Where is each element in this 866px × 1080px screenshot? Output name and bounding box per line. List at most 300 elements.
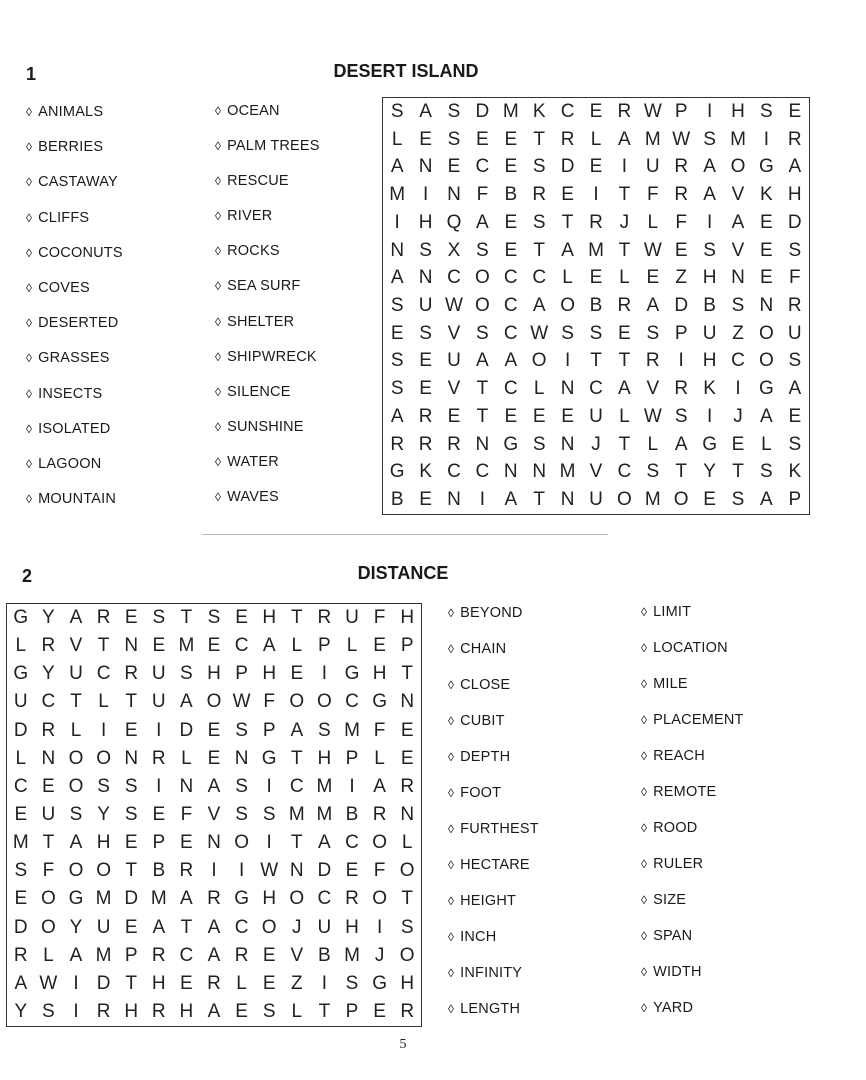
grid-letter: E	[703, 489, 716, 511]
grid-letter: M	[559, 461, 576, 483]
grid-letter: E	[373, 1000, 386, 1022]
word-label: ROCKS	[227, 243, 280, 260]
word-label: YARD	[653, 1000, 694, 1016]
grid-letter: I	[211, 860, 217, 882]
grid-letter: I	[156, 775, 162, 797]
grid-letter: U	[151, 663, 166, 685]
grid-letter: G	[68, 888, 84, 910]
grid-letter: E	[447, 156, 461, 178]
grid-letter: T	[618, 239, 631, 261]
word-label: REACH	[653, 748, 705, 764]
word-list-item	[215, 278, 320, 313]
grid-letter: F	[646, 184, 659, 206]
grid-letter: C	[589, 378, 603, 400]
grid-letter: D	[674, 294, 689, 316]
word-label: SHIPWRECK	[227, 348, 317, 365]
grid-letter: C	[345, 691, 359, 713]
grid-letter: U	[418, 294, 433, 316]
word-list-item	[448, 1001, 539, 1037]
word-list-item	[641, 928, 744, 964]
grid-letter: C	[503, 294, 518, 316]
grid-letter: G	[372, 691, 387, 713]
word-list-item	[26, 280, 123, 315]
grid-letter: I	[321, 663, 328, 685]
grid-letter: A	[703, 184, 716, 206]
grid-letter: S	[532, 156, 546, 178]
grid-letter: G	[234, 888, 249, 910]
word-list-item	[215, 208, 320, 243]
grid-letter: S	[760, 100, 773, 122]
grid-letter: R	[674, 156, 689, 178]
word-label: DEPTH	[460, 749, 511, 765]
diamond-icon: ◊	[215, 314, 222, 329]
word-label: CASTAWAY	[38, 174, 118, 191]
word-label: SHELTER	[227, 313, 295, 330]
grid-letter: D	[787, 211, 802, 233]
grid-letter: L	[70, 719, 82, 741]
grid-letter: V	[290, 944, 304, 966]
word-list-item	[448, 929, 539, 965]
grid-letter: W	[260, 860, 279, 882]
grid-letter: R	[787, 294, 802, 316]
grid-letter: I	[73, 1000, 79, 1022]
grid-letter: J	[591, 433, 601, 455]
grid-letter: C	[234, 916, 249, 938]
word-list-item	[448, 821, 539, 857]
grid-letter: J	[292, 916, 302, 938]
grid-letter: P	[345, 747, 359, 769]
grid-letter: C	[234, 635, 249, 657]
diamond-icon: ◊	[215, 279, 222, 294]
word-list-item	[641, 964, 744, 1000]
grid-letter: T	[476, 378, 489, 400]
grid-letter: M	[389, 184, 406, 206]
grid-letter: G	[503, 433, 519, 455]
grid-letter: E	[419, 489, 432, 511]
grid-letter: A	[561, 239, 574, 261]
grid-letter: O	[759, 350, 774, 372]
grid-letter: S	[703, 239, 716, 261]
word-list-item	[215, 384, 320, 419]
word-list-item	[641, 676, 744, 712]
diamond-icon: ◊	[215, 174, 222, 189]
grid-letter: A	[618, 378, 631, 400]
grid-letter: P	[235, 663, 248, 685]
grid-letter: E	[235, 1000, 248, 1022]
grid-letter: C	[560, 100, 575, 122]
grid-letter: S	[390, 294, 404, 316]
word-list-item	[215, 454, 320, 489]
grid-letter: L	[647, 433, 659, 455]
grid-letter: C	[13, 775, 28, 797]
grid-letter: I	[73, 972, 79, 994]
grid-letter: M	[95, 888, 112, 910]
diamond-icon: ◊	[215, 244, 222, 259]
grid-letter: T	[125, 860, 137, 882]
grid-letter: W	[643, 239, 662, 261]
grid-letter: S	[207, 607, 221, 629]
grid-letter: W	[672, 128, 691, 150]
grid-letter: S	[390, 100, 404, 122]
grid-letter: R	[124, 663, 139, 685]
diamond-icon: ◊	[641, 1001, 648, 1015]
word-label: MILE	[653, 676, 688, 692]
word-list-item	[641, 856, 744, 892]
diamond-icon: ◊	[26, 386, 33, 401]
grid-letter: Y	[42, 607, 55, 629]
grid-letter: S	[419, 239, 432, 261]
word-label: RESCUE	[227, 173, 289, 190]
grid-letter: T	[180, 607, 193, 629]
diamond-icon: ◊	[26, 421, 33, 436]
grid-letter: V	[447, 322, 461, 344]
word-label: INSECTS	[38, 385, 103, 402]
word-label: DESERTED	[38, 315, 119, 332]
word-list-item	[26, 350, 123, 385]
grid-letter: T	[180, 916, 193, 938]
diamond-icon: ◊	[215, 104, 222, 118]
grid-letter: T	[318, 1000, 331, 1022]
grid-letter: E	[152, 635, 166, 657]
grid-letter: F	[373, 719, 386, 741]
grid-letter: X	[447, 239, 461, 261]
word-label: LAGOON	[38, 455, 102, 472]
grid-letter: I	[266, 832, 272, 854]
grid-letter: U	[645, 156, 660, 178]
grid-letter: V	[731, 239, 745, 261]
grid-letter: I	[593, 184, 599, 206]
grid-letter: N	[234, 747, 249, 769]
diamond-icon: ◊	[641, 713, 648, 727]
grid-letter: M	[316, 803, 333, 825]
grid-letter: E	[760, 239, 773, 261]
word-list-item	[215, 419, 320, 454]
grid-letter: B	[318, 944, 331, 966]
grid-letter: D	[13, 719, 28, 741]
diamond-icon: ◊	[26, 105, 33, 119]
grid-letter: A	[390, 156, 404, 178]
grid-letter: C	[96, 663, 111, 685]
grid-letter: N	[418, 156, 433, 178]
grid-letter: E	[589, 267, 603, 289]
grid-letter: O	[41, 916, 56, 938]
grid-letter: E	[400, 747, 414, 769]
word-label: SPAN	[653, 928, 693, 944]
grid-letter: E	[124, 607, 138, 629]
grid-letter: E	[419, 128, 432, 150]
grid-letter: C	[41, 691, 56, 713]
word-label: SILENCE	[227, 383, 291, 400]
grid-letter: N	[390, 239, 405, 261]
grid-letter: W	[643, 100, 662, 122]
grid-letter: N	[124, 747, 139, 769]
grid-letter: L	[291, 635, 303, 657]
grid-letter: F	[263, 691, 275, 713]
grid-letter: Y	[703, 461, 716, 483]
grid-letter: A	[674, 433, 688, 455]
grid-letter: T	[476, 405, 489, 427]
grid-letter: R	[589, 211, 603, 233]
grid-letter: H	[702, 350, 717, 372]
word-label: PALM TREES	[227, 138, 320, 155]
grid-letter: C	[532, 267, 547, 289]
grid-letter: A	[69, 607, 83, 629]
grid-letter: K	[760, 184, 773, 206]
grid-letter: W	[530, 322, 549, 344]
grid-letter: A	[788, 156, 802, 178]
grid-letter: R	[317, 607, 332, 629]
grid-letter: M	[344, 944, 360, 966]
grid-letter: R	[151, 944, 166, 966]
puzzle-2-title: DISTANCE	[357, 563, 449, 583]
puzzle-2-word-list-right	[641, 604, 744, 1036]
word-list-item	[641, 784, 744, 820]
grid-letter: O	[372, 832, 387, 854]
grid-letter: L	[15, 747, 27, 769]
grid-letter: E	[345, 860, 359, 882]
grid-letter: C	[345, 832, 359, 854]
grid-letter: S	[447, 128, 461, 150]
grid-letter: U	[345, 607, 359, 629]
grid-letter: R	[41, 635, 56, 657]
grid-letter: B	[504, 184, 518, 206]
grid-letter: L	[391, 128, 403, 150]
grid-letter: I	[422, 184, 429, 206]
grid-letter: A	[262, 635, 276, 657]
grid-letter: F	[373, 607, 386, 629]
word-label: SIZE	[653, 892, 687, 908]
grid-letter: Z	[732, 322, 744, 344]
grid-letter: B	[589, 294, 603, 316]
grid-letter: Y	[42, 663, 55, 685]
grid-letter: I	[564, 350, 571, 372]
word-list-item	[448, 677, 539, 713]
grid-letter: L	[619, 267, 630, 289]
word-list-item	[26, 386, 123, 421]
word-list-item	[641, 1000, 744, 1036]
grid-letter: E	[180, 832, 193, 854]
grid-letter: L	[619, 405, 630, 427]
grid-letter: E	[788, 405, 802, 427]
grid-letter: S	[180, 663, 193, 685]
grid-letter: G	[13, 663, 29, 685]
grid-letter: H	[317, 747, 332, 769]
word-list-item	[26, 315, 123, 350]
grid-letter: H	[372, 663, 387, 685]
grid-letter: R	[207, 888, 221, 910]
grid-letter: P	[345, 1000, 359, 1022]
puzzle-1-title: DESERT ISLAND	[333, 61, 479, 81]
grid-letter: L	[236, 972, 247, 994]
grid-letter: M	[502, 100, 519, 122]
grid-letter: F	[476, 184, 489, 206]
grid-letter: F	[788, 267, 801, 289]
diamond-icon: ◊	[26, 245, 33, 260]
grid-letter: F	[373, 860, 386, 882]
word-label: SUNSHINE	[227, 418, 304, 435]
grid-letter: N	[41, 747, 56, 769]
word-list-item	[448, 893, 539, 929]
word-label: FOOT	[460, 785, 502, 801]
page-number: 5	[399, 1037, 407, 1052]
diamond-icon: ◊	[26, 210, 33, 225]
word-label: INCH	[460, 929, 497, 945]
grid-letter: L	[647, 211, 659, 233]
grid-letter: U	[69, 663, 83, 685]
grid-letter: S	[42, 1000, 55, 1022]
word-list-item	[26, 421, 123, 456]
grid-letter: O	[560, 294, 575, 316]
grid-letter: U	[589, 489, 603, 511]
word-label: ISOLATED	[38, 420, 111, 437]
grid-letter: G	[372, 972, 387, 994]
grid-letter: B	[152, 860, 166, 882]
grid-letter: H	[151, 972, 166, 994]
grid-letter: U	[787, 322, 802, 344]
grid-letter: S	[124, 775, 138, 797]
grid-letter: L	[15, 635, 27, 657]
grid-letter: A	[618, 128, 631, 150]
puzzle-1-word-list-right	[215, 103, 320, 524]
grid-letter: N	[418, 267, 433, 289]
grid-letter: A	[760, 405, 773, 427]
grid-letter: T	[290, 607, 303, 629]
diamond-icon: ◊	[641, 749, 648, 763]
diamond-icon: ◊	[448, 786, 455, 800]
word-label: FURTHEST	[460, 821, 539, 837]
puzzle-2-word-list-left	[448, 605, 539, 1037]
grid-letter: E	[124, 719, 138, 741]
grid-letter: K	[532, 100, 546, 122]
grid-letter: E	[561, 405, 574, 427]
diamond-icon: ◊	[641, 605, 648, 619]
grid-letter: A	[731, 211, 745, 233]
diamond-icon: ◊	[215, 490, 222, 505]
grid-letter: L	[181, 747, 192, 769]
grid-letter: A	[152, 916, 166, 938]
grid-letter: O	[399, 860, 415, 882]
puzzle-1-letter-grid	[382, 97, 810, 515]
grid-letter: E	[207, 747, 221, 769]
word-list-item	[448, 965, 539, 1001]
puzzle-2-number: 2	[22, 566, 33, 586]
grid-letter: O	[673, 489, 689, 511]
grid-letter: R	[560, 128, 575, 150]
grid-letter: I	[321, 972, 328, 994]
grid-letter: D	[96, 972, 111, 994]
diamond-icon: ◊	[641, 785, 648, 799]
grid-letter: B	[345, 803, 359, 825]
word-list-item	[641, 604, 744, 640]
grid-letter: H	[400, 607, 415, 629]
grid-letter: N	[560, 433, 575, 455]
grid-letter: A	[504, 350, 518, 372]
grid-letter: T	[401, 888, 413, 910]
grid-letter: D	[317, 860, 332, 882]
grid-letter: E	[42, 775, 55, 797]
grid-letter: E	[760, 211, 773, 233]
diamond-icon: ◊	[448, 930, 455, 944]
grid-letter: L	[43, 944, 54, 966]
word-list-item	[215, 489, 320, 524]
diamond-icon: ◊	[215, 139, 222, 154]
grid-letter: V	[646, 378, 660, 400]
word-label: WATER	[227, 453, 279, 470]
grid-letter: N	[289, 860, 304, 882]
word-label: MOUNTAIN	[38, 491, 116, 508]
grid-letter: C	[617, 461, 632, 483]
grid-letter: U	[317, 916, 332, 938]
grid-letter: S	[235, 803, 248, 825]
diamond-icon: ◊	[641, 857, 648, 871]
grid-letter: G	[759, 156, 774, 178]
grid-letter: E	[373, 635, 386, 657]
grid-letter: A	[69, 832, 83, 854]
word-list-item	[215, 314, 320, 349]
grid-letter: S	[476, 239, 489, 261]
word-label: CUBIT	[460, 713, 505, 729]
grid-letter: A	[476, 211, 489, 233]
grid-letter: T	[125, 691, 137, 713]
diamond-icon: ◊	[26, 456, 33, 471]
grid-letter: R	[674, 378, 689, 400]
grid-letter: R	[400, 1000, 415, 1022]
grid-letter: Z	[290, 972, 303, 994]
grid-letter: E	[788, 100, 802, 122]
word-list-item	[641, 712, 744, 748]
word-label: CHAIN	[460, 641, 507, 657]
grid-letter: T	[125, 972, 137, 994]
grid-letter: O	[372, 888, 387, 910]
grid-letter: E	[561, 184, 574, 206]
grid-letter: E	[390, 322, 404, 344]
grid-letter: R	[418, 405, 433, 427]
grid-letter: I	[706, 100, 713, 122]
diamond-icon: ◊	[641, 893, 648, 907]
grid-letter: U	[589, 405, 603, 427]
word-list-item	[641, 748, 744, 784]
grid-letter: W	[445, 294, 463, 316]
grid-letter: I	[621, 156, 628, 178]
grid-letter: E	[504, 239, 518, 261]
diamond-icon: ◊	[448, 642, 455, 656]
grid-letter: A	[14, 972, 28, 994]
diamond-icon: ◊	[448, 714, 455, 728]
grid-letter: S	[318, 719, 331, 741]
grid-letter: P	[400, 635, 414, 657]
grid-letter: H	[207, 663, 221, 685]
grid-letter: S	[476, 322, 489, 344]
grid-letter: C	[475, 156, 490, 178]
grid-letter: M	[644, 128, 661, 150]
grid-letter: T	[618, 433, 631, 455]
grid-letter: S	[674, 405, 688, 427]
grid-letter: N	[503, 461, 518, 483]
grid-letter: I	[678, 350, 684, 372]
grid-letter: P	[674, 322, 688, 344]
grid-letter: J	[733, 405, 743, 427]
grid-letter: D	[560, 156, 575, 178]
grid-letter: T	[618, 350, 631, 372]
diamond-icon: ◊	[26, 351, 33, 366]
grid-letter: E	[262, 972, 276, 994]
grid-letter: H	[731, 100, 745, 122]
grid-letter: H	[702, 267, 717, 289]
grid-letter: S	[532, 433, 546, 455]
grid-letter: B	[703, 294, 716, 316]
grid-letter: P	[124, 944, 138, 966]
word-list-item	[448, 749, 539, 785]
